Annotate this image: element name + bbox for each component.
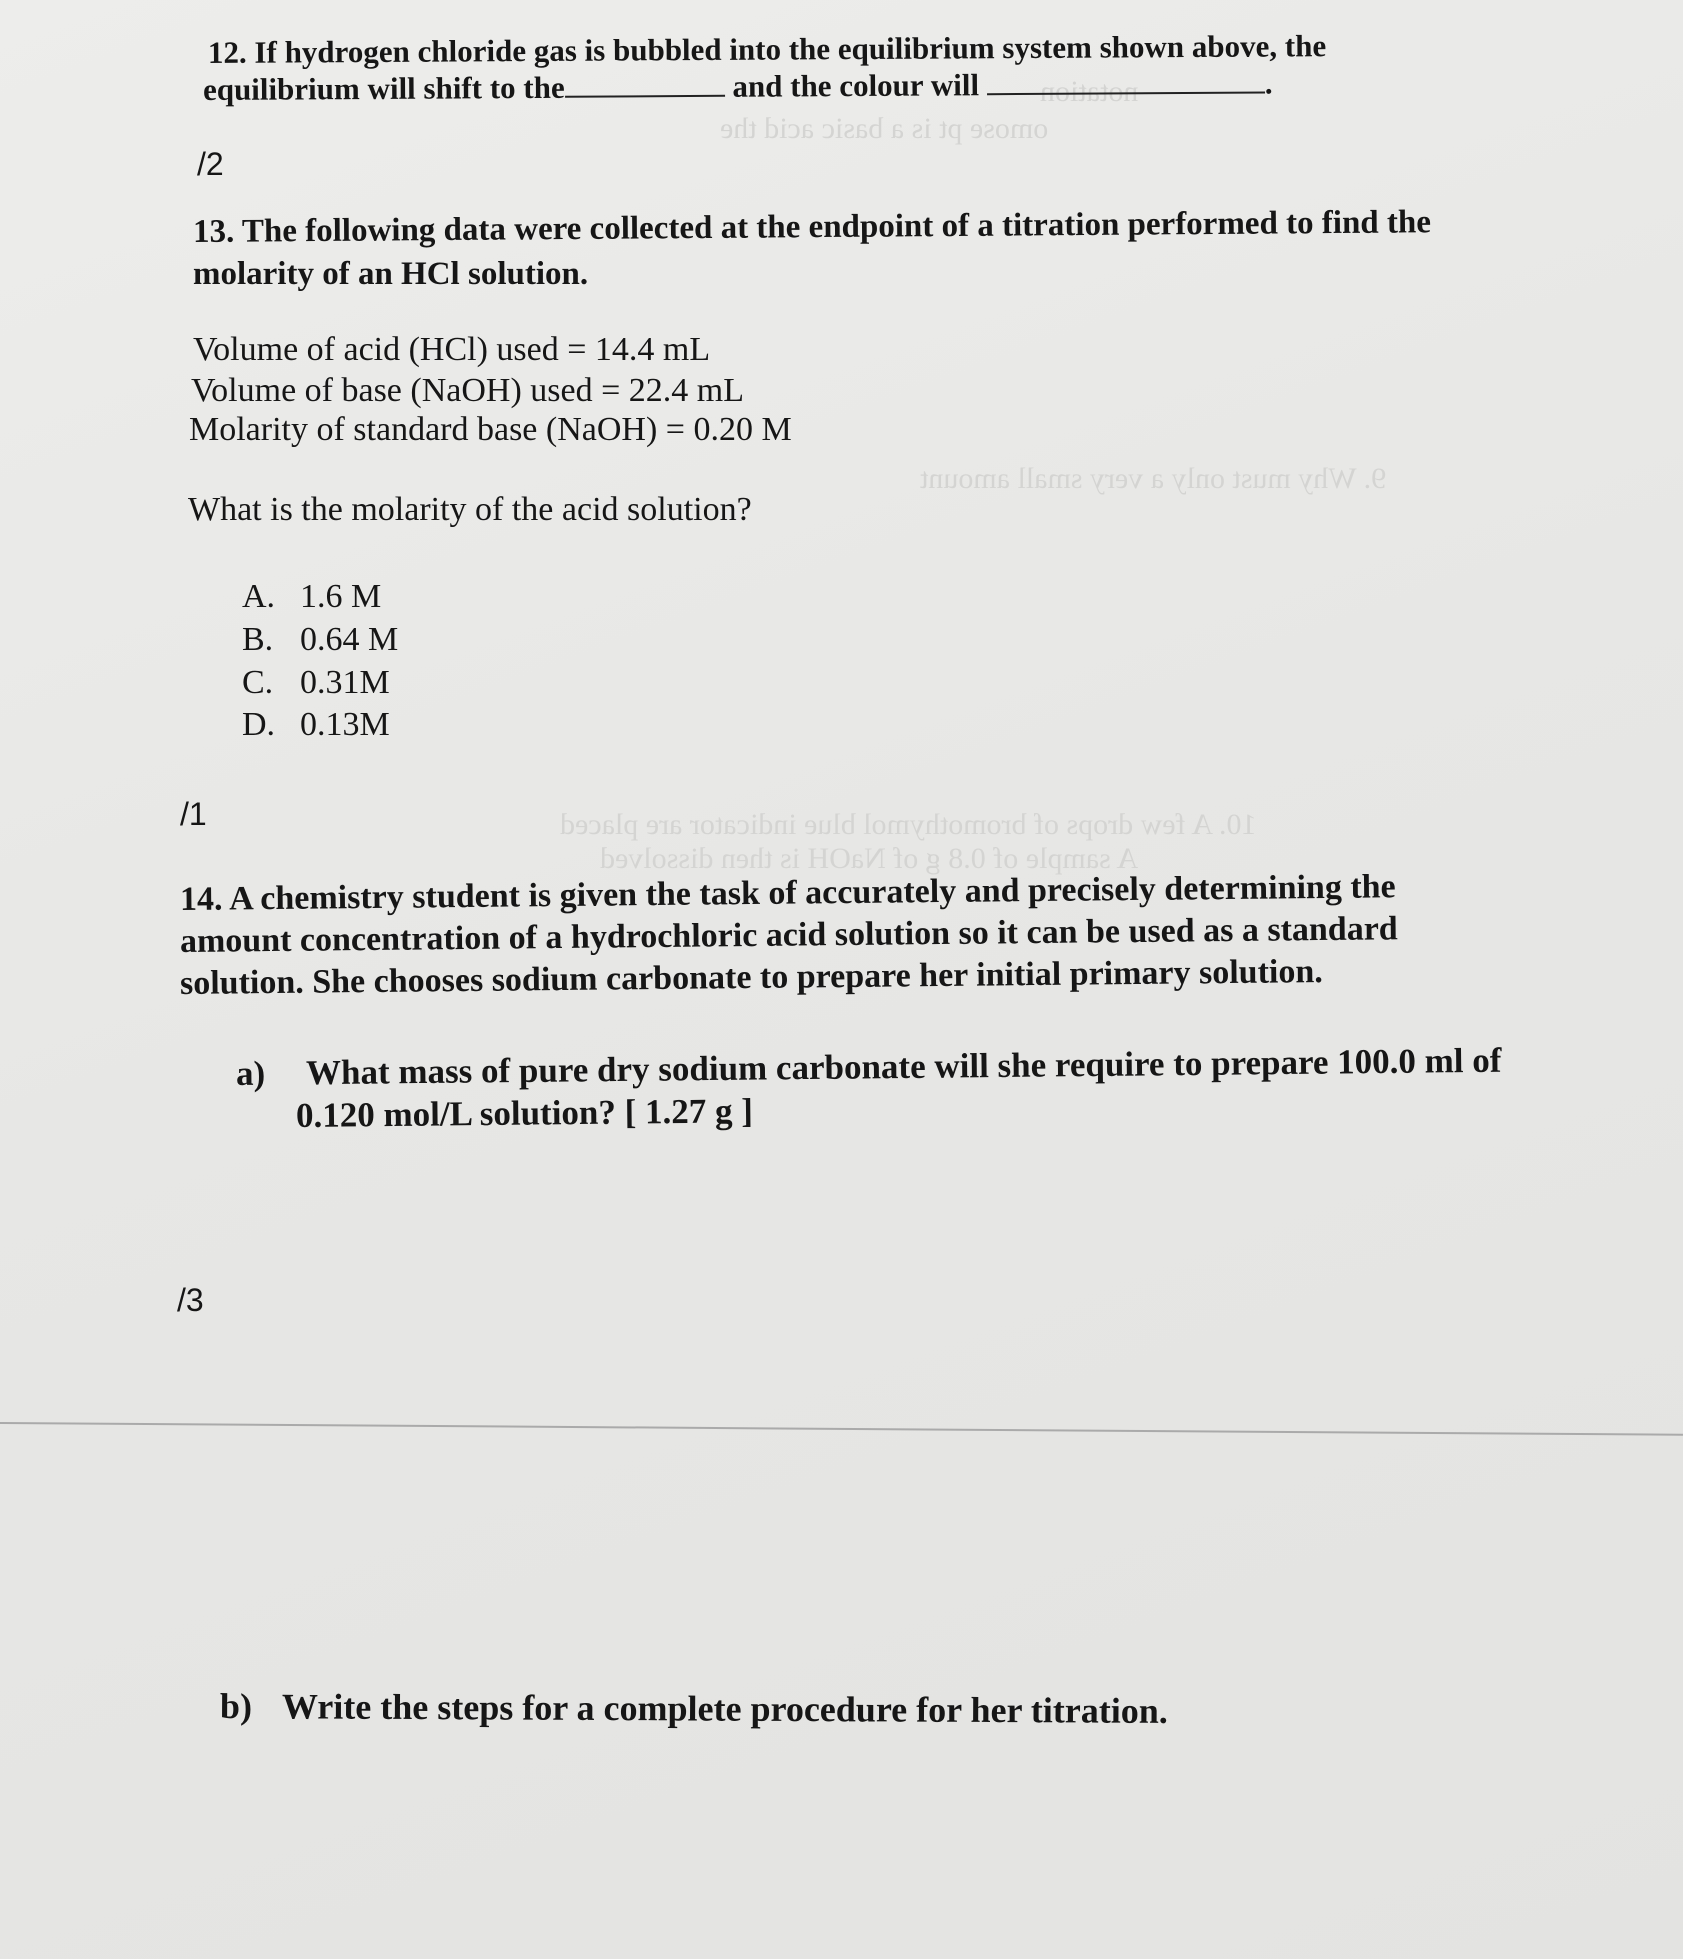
part-a-line-1: What mass of pure dry sodium carbonate will she require to prepare 100.0 ml of [305,1040,1502,1093]
part-b-text: Write the steps for a complete procedure for her titration. [281,1686,1168,1731]
choice-text: 0.31M [300,664,390,701]
q12-line-2 [203,61,1273,110]
part-a-label: a) [235,1053,266,1093]
choice-text: 1.6 M [300,578,382,615]
bleed-through-text: notation [1040,75,1139,108]
q13-score: /1 [180,796,207,832]
bleed-through-text: 9. Why must only a very small amount [920,462,1387,495]
q13-data-line-1: Volume of acid (HCl) used = 14.4 mL [193,331,711,368]
choice-text: 0.13M [300,706,390,743]
choice-label: B. [242,621,274,658]
choice-label: A. [242,578,276,615]
q12-line-1: 12. If hydrogen chloride gas is bubbled into the equilibrium system shown above, the [207,28,1327,70]
q14-part-a [236,1041,1502,1094]
bleed-through-text: omose pt is a basic acid the [720,112,1049,145]
q13-line-1: 13. The following data were collected at the endpoint of a titration performed to find the [192,204,1432,250]
page-divider-line [0,1422,1683,1436]
choice-label: C. [242,664,274,701]
q13-choice-a[interactable] [242,577,381,617]
part-b-label: b) [219,1686,253,1727]
q14-score: /3 [177,1282,204,1318]
q13-choice-c[interactable] [242,663,390,703]
q13-choice-b[interactable] [242,620,398,660]
answer-blank-colour[interactable] [987,62,1265,96]
bleed-through-text: A sample of 0.8 g of NaOH is then dissolved [600,842,1139,875]
q13-data-line-3: Molarity of standard base (NaOH) = 0.20 M [189,411,792,448]
q12-score: /2 [197,146,224,182]
q12-line-2-start: equilibrium will shift to the [202,69,565,107]
q14-part-a-line-2: 0.120 mol/L solution? [ 1.27 g ] [295,1091,754,1135]
q13-data-line-2: Volume of base (NaOH) used = 22.4 mL [191,372,744,409]
q14-line-2: amount concentration of a hydrochloric acid solution so it can be used as a standard [179,910,1398,960]
q13-line-2: molarity of an HCl solution. [193,256,589,292]
q12-line-2-end: . [1264,65,1273,101]
choice-text: 0.64 M [300,621,399,658]
q12-line-2-middle: and the colour will [732,67,980,104]
answer-blank-shift[interactable] [565,65,725,98]
q13-choice-d[interactable] [242,705,390,745]
q13-question: What is the molarity of the acid solution? [188,491,752,528]
choice-label: D. [242,706,276,743]
q14-line-1: 14. A chemistry student is given the task of accurately and precisely determining the [179,868,1396,918]
q14-line-3: solution. She chooses sodium carbonate to prepare her initial primary solution. [179,953,1323,1002]
q14-part-b [220,1686,1168,1731]
bleed-through-text: 10. A few drops of bromothymol blue indicator are placed [560,808,1257,841]
